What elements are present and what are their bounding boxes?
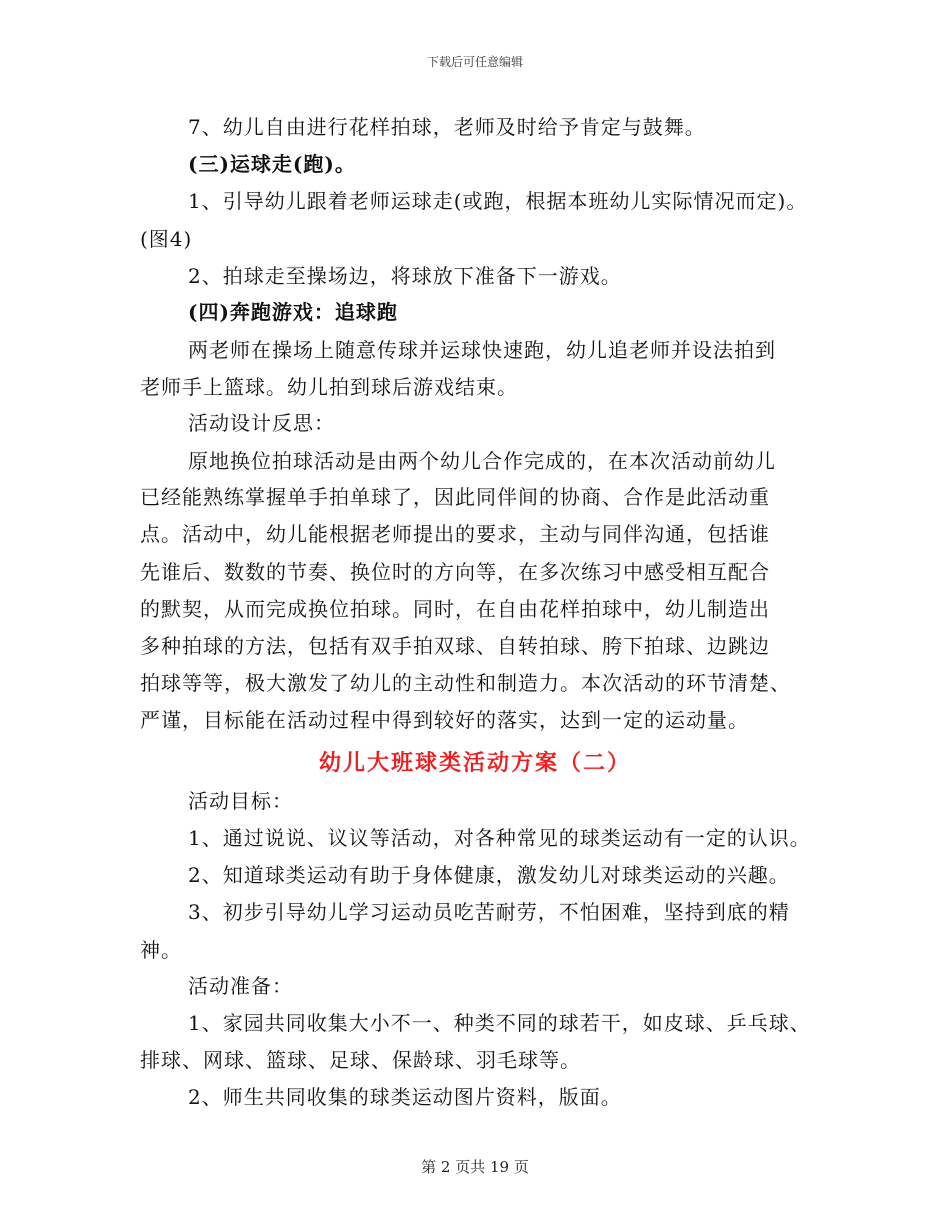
paragraph-line: 两老师在操场上随意传球并运球快速跑，幼儿追老师并设法拍到 (188, 338, 776, 362)
paragraph-line: 已经能熟练掌握单手拍单球了，因此同伴间的协商、合作是此活动重 (140, 485, 770, 509)
section-heading: (四)奔跑游戏：追球跑 (188, 300, 398, 324)
page-footer: 第 2 页共 19 页 (421, 1158, 529, 1176)
paragraph-line: 拍球等等，极大激发了幼儿的主动性和制造力。本次活动的环节清楚、 (140, 671, 791, 695)
paragraph-line: 活动设计反思： (188, 411, 335, 435)
section-title: 幼儿大班球类活动方案（二） (318, 750, 631, 776)
paragraph-line: 多种拍球的方法，包括有双手拍双球、自转拍球、胯下拍球、边跳边 (140, 634, 770, 658)
paragraph-line: 1、家园共同收集大小不一、种类不同的球若干，如皮球、乒乓球、 (188, 1011, 811, 1035)
paragraph-line: (图4) (140, 227, 193, 251)
paragraph-line: 3、初步引导幼儿学习运动员吃苦耐劳，不怕困难，坚持到底的精 (188, 900, 790, 924)
paragraph-line: 活动准备： (188, 974, 293, 998)
paragraph-line: 点。活动中，幼儿能根据老师提出的要求，主动与同伴沟通，包括谁 (140, 522, 770, 546)
page-header: 下载后可任意编辑 (426, 55, 523, 69)
paragraph-line: 1、通过说说、议议等活动，对各种常见的球类运动有一定的认识。 (188, 826, 811, 850)
paragraph-line: 原地换位拍球活动是由两个幼儿合作完成的，在本次活动前幼儿 (188, 449, 776, 473)
paragraph-line: 2、师生共同收集的球类运动图片资料，版面。 (188, 1085, 622, 1109)
paragraph-line: 活动目标： (188, 789, 293, 813)
paragraph-line: 1、引导幼儿跟着老师运球走(或跑，根据本班幼儿实际情况而定)。 (188, 189, 808, 213)
paragraph-line: 严谨，目标能在活动过程中得到较好的落实，达到一定的运动量。 (140, 708, 749, 732)
paragraph-line: 的默契，从而完成换位拍球。同时，在自由花样拍球中，幼儿制造出 (140, 597, 770, 621)
paragraph-line: 2、拍球走至操场边，将球放下准备下一游戏。 (188, 264, 622, 288)
paragraph-line: 先谁后、数数的节奏、换位时的方向等，在多次练习中感受相互配合 (140, 560, 770, 584)
section-heading: (三)运球走(跑)。 (188, 152, 356, 176)
paragraph-line: 2、知道球类运动有助于身体健康，激发幼儿对球类运动的兴趣。 (188, 863, 790, 887)
paragraph-line: 老师手上篮球。幼儿拍到球后游戏结束。 (140, 375, 518, 399)
paragraph-line: 7、幼儿自由进行花样拍球，老师及时给予肯定与鼓舞。 (188, 115, 706, 139)
paragraph-line: 神。 (140, 938, 182, 962)
paragraph-line: 排球、网球、篮球、足球、保龄球、羽毛球等。 (140, 1048, 581, 1072)
